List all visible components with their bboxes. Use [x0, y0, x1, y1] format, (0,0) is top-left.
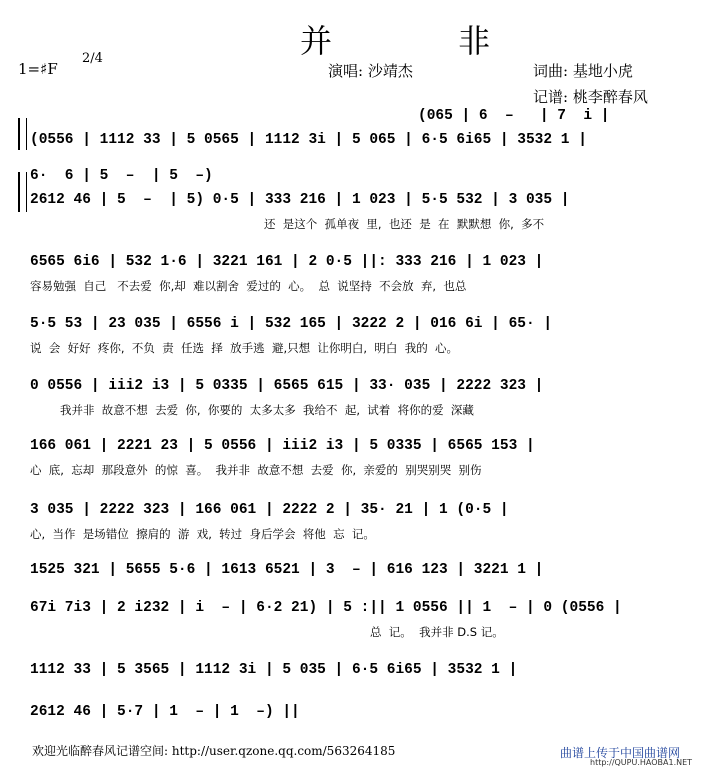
score-lyrics: 说 会 好好 疼你, 不负 责 任选 择 放手逃 避,只想 让你明白, 明白 我的 心。 — [30, 341, 459, 355]
score-notes: (0556 | 1112 33 | 5 0565 | 1112 3i | 5 065 | 6·5 6i65 | 3532 1 | — [30, 132, 587, 148]
footer-credit: 欢迎光临醉春风记谱空间: http://user.qzone.qq.com/563264185 — [32, 744, 396, 758]
score-lyrics: 心, 当作 是场错位 擦肩的 游 戏, 转过 身后学会 将他 忘 记。 — [30, 527, 375, 541]
score-line — [0, 438, 717, 494]
time-signature — [82, 52, 102, 65]
score-line — [0, 316, 717, 372]
score-line — [0, 600, 717, 656]
lyricist-composer: 词曲: 基地小虎 — [533, 62, 633, 80]
score-notes: 6565 6i6 | 532 1·6 | 3221 161 | 2 0·5 ||: 333 216 | 1 023 | — [30, 254, 544, 270]
time-signature-text: 2/4 — [82, 51, 103, 66]
score-notes: 1112 33 | 5 3565 | 1112 3i | 5 035 | 6·5 6i65 | 3532 1 | — [30, 662, 518, 678]
key-signature: 1=♯F — [18, 60, 58, 78]
score-notes: 0 0556 | iii2 i3 | 5 0335 | 6565 615 | 33· 035 | 2222 323 | — [30, 378, 544, 394]
site-url: http://QUPU.HAOBA1.NET — [590, 758, 693, 767]
score-notes: 3 035 | 2222 323 | 166 061 | 2222 2 | 35· 21 | 1 (0·5 | — [30, 502, 509, 518]
site-name: 曲谱上传于中国曲谱网 — [560, 746, 681, 760]
score-notes: 5·5 53 | 23 035 | 6556 i | 532 165 | 3222 2 | 016 6i | 65· | — [30, 316, 553, 332]
score-notes: (065 | 6 – | 7 i | — [418, 108, 610, 124]
score-line — [0, 192, 717, 248]
score-notes: 166 061 | 2221 23 | 5 0556 | iii2 i3 | 5 0335 | 6565 153 | — [30, 438, 535, 454]
score-notes: 2612 46 | 5 – | 5) 0·5 | 333 216 | 1 023 | 5·5 532 | 3 035 | — [30, 192, 570, 208]
page-title: 并 非 — [300, 22, 549, 60]
score-lyrics: 容易勉强 自己 不去爱 你,却 难以割舍 爱过的 心。 总 说坚持 不会放 弃, 也总 — [30, 279, 467, 293]
score-notes: 6· 6 | 5 – | 5 –) — [30, 168, 213, 184]
score-lyrics: 我并非 故意不想 去爱 你, 你要的 太多太多 我给不 起, 试着 将你的爱 深藏 — [60, 403, 474, 417]
score-notes: 1525 321 | 5655 5·6 | 1613 6521 | 3 – | 616 123 | 3221 1 | — [30, 562, 544, 578]
score-lyrics: 总 记。 我并非 D.S 记。 — [370, 625, 504, 639]
score-line — [0, 378, 717, 434]
score-notes: 67i 7i3 | 2 i232 | i – | 6·2 21) | 5 :|| 1 0556 || 1 – | 0 (0556 | — [30, 600, 622, 616]
score-notes: 2612 46 | 5·7 | 1 – | 1 –) || — [30, 704, 300, 720]
score-line — [0, 502, 717, 558]
score-lyrics: 心 底, 忘却 那段意外 的惊 喜。 我并非 故意不想 去爱 你, 亲爱的 别哭别哭 别伤 — [30, 463, 482, 477]
score-line — [0, 254, 717, 310]
score-lyrics: 还 是这个 孤单夜 里, 也还 是 在 默默想 你, 多不 — [264, 217, 545, 231]
singer: 演唱: 沙靖杰 — [328, 62, 413, 80]
transcriber: 记谱: 桃李醉春风 — [533, 88, 648, 106]
